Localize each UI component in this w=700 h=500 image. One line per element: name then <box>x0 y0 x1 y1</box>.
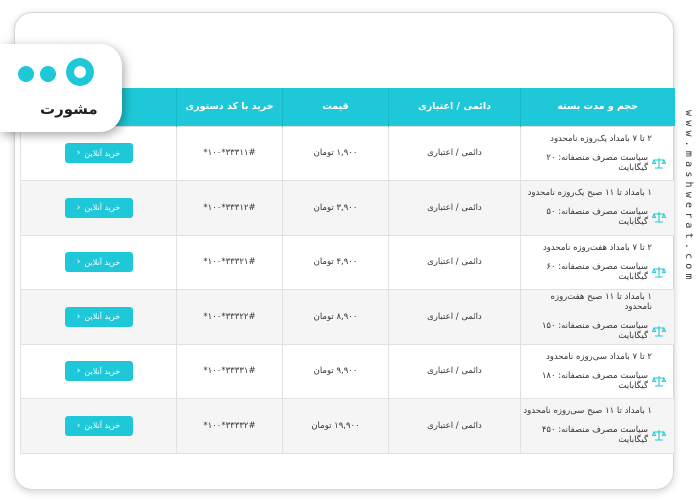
package-title: ۲ تا ۷ بامداد سی‌روزه نامحدود <box>545 351 652 362</box>
table-row <box>21 290 675 345</box>
package-policy <box>521 321 666 341</box>
chevron-left-icon: ‹ <box>76 202 81 213</box>
price-cell: ۸,۹۰۰ تومان <box>283 290 389 345</box>
header-package: حجم و مدت بسته <box>521 88 675 126</box>
package-cell <box>521 181 675 236</box>
logo-text: مشورت <box>40 100 98 118</box>
price-cell: ۳,۹۰۰ تومان <box>283 181 389 236</box>
package-title: ۱ بامداد تا ۱۱ صبح سی‌روزه نامحدود <box>523 406 652 417</box>
package-policy <box>521 153 666 173</box>
ussd-cell: *۱۰۰*۳۳۳۱۲# <box>177 181 283 236</box>
buy-button-label: خرید آنلاین <box>84 148 121 158</box>
table-row <box>21 399 675 454</box>
policy-text: سیاست مصرف منصفانه: ۱۵۰ گیگابایت <box>541 321 648 342</box>
buy-cell <box>21 235 177 290</box>
buy-online-button[interactable] <box>65 143 133 163</box>
logo-card[interactable] <box>0 44 122 132</box>
type-cell: دائمی / اعتباری <box>389 344 521 399</box>
chevron-left-icon: ‹ <box>76 311 81 322</box>
package-policy <box>521 262 666 282</box>
package-cell <box>521 235 675 290</box>
table-row <box>21 344 675 399</box>
package-cell <box>521 290 675 345</box>
scale-icon <box>652 375 666 387</box>
package-title: ۱ بامداد تا ۱۱ صبح هفت‌روزه نامحدود <box>550 292 652 313</box>
type-cell: دائمی / اعتباری <box>389 399 521 454</box>
ussd-cell: *۱۰۰*۳۳۳۲۲# <box>177 290 283 345</box>
header-type: دائمی / اعتباری <box>389 88 521 126</box>
buy-button-label: خرید آنلاین <box>84 312 121 322</box>
price-cell: ۹,۹۰۰ تومان <box>283 344 389 399</box>
header-ussd: خرید با کد دستوری <box>177 88 283 126</box>
type-cell: دائمی / اعتباری <box>389 126 521 181</box>
chevron-left-icon: ‹ <box>76 420 81 431</box>
scale-icon <box>652 157 666 169</box>
chevron-left-icon: ‹ <box>76 366 81 377</box>
package-cell <box>521 399 675 454</box>
buy-button-label: خرید آنلاین <box>84 203 121 213</box>
chevron-left-icon: ‹ <box>76 257 81 268</box>
policy-text: سیاست مصرف منصفانه: ۵۰ گیگابایت <box>546 207 648 228</box>
scale-icon <box>652 266 666 278</box>
table-row <box>21 235 675 290</box>
buy-online-button[interactable] <box>65 416 133 436</box>
package-policy <box>521 425 666 445</box>
policy-text: سیاست مصرف منصفانه: ۶۰ گیگابایت <box>546 261 648 282</box>
buy-online-button[interactable] <box>65 361 133 381</box>
buy-online-button[interactable] <box>65 307 133 327</box>
buy-button-label: خرید آنلاین <box>84 421 121 431</box>
type-cell: دائمی / اعتباری <box>389 181 521 236</box>
price-cell: ۴,۹۰۰ تومان <box>283 235 389 290</box>
buy-cell <box>21 344 177 399</box>
package-title: ۲ تا ۷ بامداد یک‌روزه نامحدود <box>550 133 652 144</box>
header-price: قیمت <box>283 88 389 126</box>
buy-cell <box>21 126 177 181</box>
side-url: www.mashwerat.com <box>683 110 694 284</box>
buy-button-label: خرید آنلاین <box>84 366 121 376</box>
table-row <box>21 126 675 181</box>
policy-text: سیاست مصرف منصفانه: ۴۵۰ گیگابایت <box>541 425 648 446</box>
type-cell: دائمی / اعتباری <box>389 235 521 290</box>
price-cell: ۱۹,۹۰۰ تومان <box>283 399 389 454</box>
buy-button-label: خرید آنلاین <box>84 257 121 267</box>
policy-text: سیاست مصرف منصفانه: ۲۰ گیگابایت <box>546 152 648 173</box>
package-title: ۱ بامداد تا ۱۱ صبح یک‌روزه نامحدود <box>527 188 652 199</box>
price-cell: ۱,۹۰۰ تومان <box>283 126 389 181</box>
package-cell <box>521 344 675 399</box>
package-policy <box>521 371 666 391</box>
policy-text: سیاست مصرف منصفانه: ۱۸۰ گیگابایت <box>541 370 648 391</box>
scale-icon <box>652 429 666 441</box>
buy-cell <box>21 290 177 345</box>
ussd-cell: *۱۰۰*۳۳۳۳۱# <box>177 344 283 399</box>
ussd-cell: *۱۰۰*۳۳۳۳۲# <box>177 399 283 454</box>
package-title: ۲ تا ۷ بامداد هفت‌روزه نامحدود <box>543 242 652 253</box>
type-cell: دائمی / اعتباری <box>389 290 521 345</box>
buy-cell <box>21 181 177 236</box>
package-cell <box>521 126 675 181</box>
chevron-left-icon: ‹ <box>76 148 81 159</box>
buy-cell <box>21 399 177 454</box>
package-policy <box>521 207 666 227</box>
ussd-cell: *۱۰۰*۳۳۳۲۱# <box>177 235 283 290</box>
buy-online-button[interactable] <box>65 198 133 218</box>
table-row <box>21 181 675 236</box>
package-table <box>20 88 675 454</box>
scale-icon <box>652 325 666 337</box>
scale-icon <box>652 211 666 223</box>
buy-online-button[interactable] <box>65 252 133 272</box>
logo-icon <box>14 58 110 102</box>
ussd-cell: *۱۰۰*۳۳۳۱۱# <box>177 126 283 181</box>
